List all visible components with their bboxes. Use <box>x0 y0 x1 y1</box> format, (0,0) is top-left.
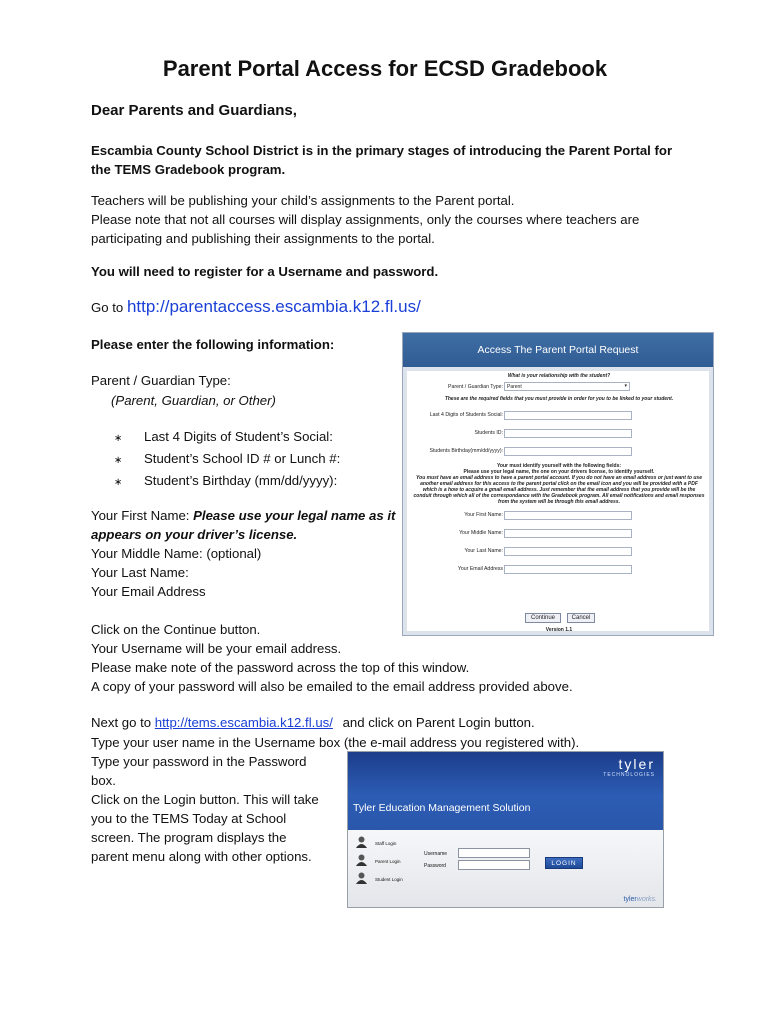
tyler-logo: tyler <box>618 756 655 772</box>
password-line-6: parent menu along with other options. <box>91 849 312 864</box>
portal-ssn-input[interactable] <box>504 411 632 420</box>
password-line-3: Click on the Login button. This will take <box>91 792 319 807</box>
portal-birthday-input[interactable] <box>504 447 632 456</box>
password-line-5: screen. The program displays the <box>91 830 287 845</box>
portal-email-note-5: from the system will be through this email address. <box>498 499 620 505</box>
portal-legal-note: Please use your legal name, the one on your drivers license, to identify yourself. <box>463 469 655 475</box>
portal-header: Access The Parent Portal Request <box>403 333 713 367</box>
first-name-note-cont: appears on your driver’s license. <box>91 527 298 542</box>
password-line-1: Type your password in the Password <box>91 754 307 769</box>
salutation: Dear Parents and Guardians, <box>91 102 297 119</box>
next-suffix: and click on Parent Login button. <box>342 715 535 730</box>
first-name-line <box>91 506 395 525</box>
portal-version: Version 1.1 <box>545 627 573 633</box>
goto-prefix: Go to <box>91 300 124 315</box>
parent-login-link[interactable]: Parent Login <box>375 859 401 864</box>
tyler-works-b: works. <box>636 896 657 903</box>
tyler-login-screenshot <box>347 751 664 908</box>
portal-email-note-3: which is a how to acquire a gmail email address. Just remember that the email address that you provide will be the <box>422 487 696 493</box>
portal-middle-input[interactable] <box>504 529 632 538</box>
password-label: Password <box>424 863 446 869</box>
portal-birthday-label: Students Birthday(mm/dd/yyyy): <box>429 448 503 454</box>
portal-email-note-1: You must have an email address to have a parent portal account. If you do not have an email address or just want to use <box>416 475 702 481</box>
portal-first-label: Your First Name: <box>464 512 503 518</box>
password-input[interactable] <box>458 860 530 870</box>
tyler-works-a: tyler <box>623 896 637 903</box>
teachers-line-2: Please note that not all courses will display assignments, only the courses where teachers are <box>91 212 640 227</box>
portal-id-input[interactable] <box>504 429 632 438</box>
bullet-symbol: ∗ <box>114 455 123 466</box>
tyler-works-logo <box>624 896 657 903</box>
next-line <box>91 713 535 732</box>
intro-line-2: the TEMS Gradebook program. <box>91 162 286 177</box>
teachers-line-1: Teachers will be publishing your child’s assignments to the Parent portal. <box>91 193 515 208</box>
last-name-line: Your Last Name: <box>91 565 189 580</box>
staff-login-link[interactable]: Staff Login <box>375 841 397 846</box>
chevron-down-icon: ▾ <box>624 383 627 389</box>
first-name-note: Please use your legal name as it <box>193 508 396 523</box>
student-avatar-icon <box>356 872 367 884</box>
bullet-symbol: ∗ <box>114 477 123 488</box>
student-login-link[interactable]: Student Login <box>375 877 403 882</box>
parentaccess-link[interactable]: http://parentaccess.escambia.k12.fl.us/ <box>126 297 421 316</box>
page-title: Parent Portal Access for ECSD Gradebook <box>162 56 608 81</box>
continue-line-4: A copy of your password will also be emailed to the email address provided above. <box>91 679 573 694</box>
guardian-type-label: Parent / Guardian Type: <box>91 373 231 388</box>
first-name-label: Your First Name: <box>91 508 190 523</box>
continue-button[interactable]: Continue <box>525 613 561 623</box>
cancel-button[interactable]: Cancel <box>567 613 595 623</box>
password-line-4: you to the TEMS Today at School <box>91 811 287 826</box>
tems-link[interactable]: http://tems.escambia.k12.fl.us/ <box>154 715 333 730</box>
username-label: Username <box>424 851 448 857</box>
portal-id-label: Students ID: <box>474 430 503 436</box>
bullet-text: Student’s School ID # or Lunch #: <box>144 451 341 466</box>
tyler-technologies: TECHNOLOGIES <box>603 772 655 778</box>
bullet-item <box>114 471 340 493</box>
please-enter-heading: Please enter the following information: <box>91 337 335 352</box>
portal-first-input[interactable] <box>504 511 632 520</box>
portal-last-label: Your Last Name: <box>464 548 503 554</box>
portal-identify-note: Your must identify yourself with the following fields: <box>496 463 622 469</box>
portal-type-label: Parent / Guardian Type: <box>448 384 503 390</box>
goto-line <box>91 297 421 317</box>
tyler-login-area <box>348 830 663 907</box>
guardian-type-options: (Parent, Guardian, or Other) <box>111 393 276 408</box>
bullet-list <box>114 427 340 493</box>
portal-question: What is your relationship with the student? <box>507 373 611 379</box>
portal-type-select[interactable] <box>504 382 630 391</box>
bullet-item <box>114 427 340 449</box>
middle-name-line: Your Middle Name: (optional) <box>91 546 262 561</box>
password-line-2: box. <box>91 773 116 788</box>
email-line: Your Email Address <box>91 584 206 599</box>
portal-email-input[interactable] <box>504 565 632 574</box>
parent-avatar-icon <box>356 854 367 866</box>
portal-ssn-label: Last 4 Digits of Students Social: <box>429 412 503 418</box>
tyler-banner <box>348 752 663 830</box>
portal-middle-label: Your Middle Name: <box>459 530 503 536</box>
username-line: Type your user name in the Username box (the e-mail address you registered with). <box>91 735 580 750</box>
bullet-symbol: ∗ <box>114 433 123 444</box>
portal-email-note-4: conduit through which all of the correspondance with the Gradebook program. All email notifications and email responses <box>413 493 705 499</box>
username-input[interactable] <box>458 848 530 858</box>
portal-last-input[interactable] <box>504 547 632 556</box>
portal-type-value: Parent <box>507 384 522 390</box>
portal-required-note: These are the required fields that you must provide in order for you to be linked to your student. <box>444 396 674 402</box>
staff-avatar-icon <box>356 836 367 848</box>
tyler-product-title: Tyler Education Management Solution <box>353 802 531 814</box>
portal-request-screenshot <box>402 332 714 636</box>
intro-line-1: Escambia County School District is in the primary stages of introducing the Parent Portal for <box>91 143 673 158</box>
bullet-item <box>114 449 340 471</box>
continue-line-2: Your Username will be your email address. <box>91 641 342 656</box>
next-prefix: Next go to <box>91 715 152 730</box>
login-button[interactable]: LOGIN <box>545 857 583 869</box>
portal-email-label: Your Email Address <box>457 566 503 572</box>
bullet-text: Student’s Birthday (mm/dd/yyyy): <box>144 473 338 488</box>
portal-email-note-2: another email address for this access to the parent portal click on the email icon and you will be provided with a PDF <box>420 481 698 487</box>
continue-line-3: Please make note of the password across the top of this window. <box>91 660 470 675</box>
bullet-text: Last 4 Digits of Student’s Social: <box>144 429 333 444</box>
continue-line-1: Click on the Continue button. <box>91 622 261 637</box>
portal-body <box>403 367 713 635</box>
register-line: You will need to register for a Username and password. <box>91 264 439 279</box>
teachers-line-3: participating and publishing their assignments to the portal. <box>91 231 435 246</box>
